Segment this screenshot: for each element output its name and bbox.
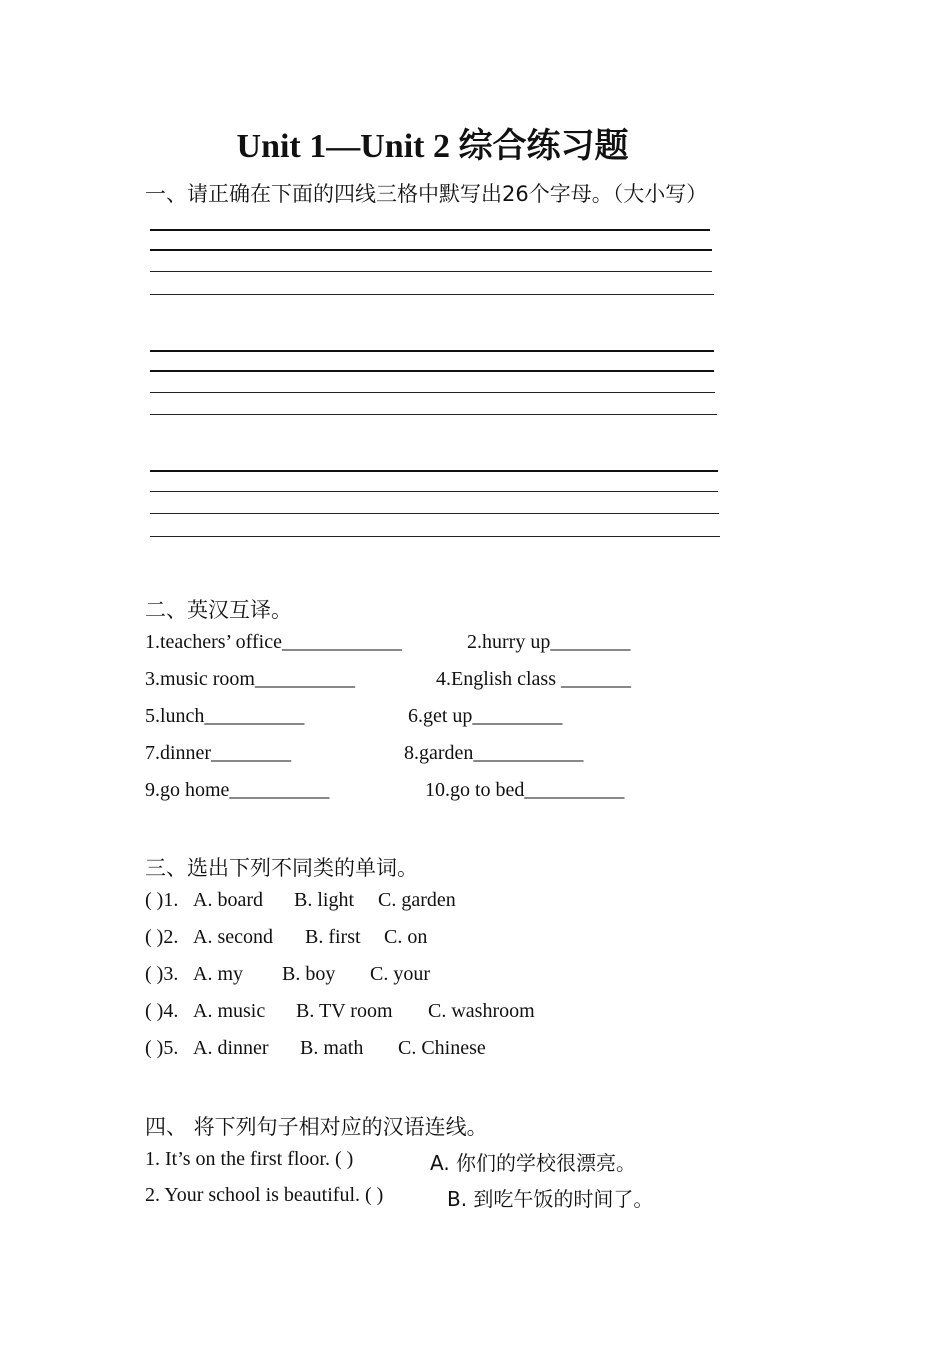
section3-heading: 三、选出下列不同类的单词。 (145, 856, 418, 880)
option-a: A. music (193, 1000, 266, 1022)
grid-line (150, 414, 717, 415)
translation-item-9[interactable]: 9.go home__________ (145, 779, 330, 801)
option-c: C. on (384, 926, 428, 948)
matching-english[interactable]: 1. It’s on the first floor. ( ) (145, 1148, 354, 1170)
section4-heading: 四、 将下列句子相对应的汉语连线。 (145, 1115, 488, 1139)
grid-line (150, 470, 718, 472)
option-a: A. board (193, 889, 263, 911)
section2-heading: 二、英汉互译。 (145, 598, 292, 622)
option-b: B. boy (282, 963, 336, 985)
page-title: Unit 1—Unit 2 综合练习题 (236, 128, 629, 165)
option-b: B. TV room (296, 1000, 393, 1022)
option-a: A. my (193, 963, 243, 985)
grid-line (150, 392, 715, 393)
translation-item-4[interactable]: 4.English class _______ (436, 668, 631, 690)
translation-item-2[interactable]: 2.hurry up________ (467, 631, 631, 653)
grid-line (150, 229, 710, 231)
translation-item-3[interactable]: 3.music room__________ (145, 668, 355, 690)
option-a: A. second (193, 926, 273, 948)
grid-line (150, 249, 712, 251)
grid-line (150, 513, 719, 514)
grid-line (150, 536, 720, 537)
option-b: B. math (300, 1037, 364, 1059)
translation-item-1[interactable]: 1.teachers’ office____________ (145, 631, 402, 653)
option-b: B. first (305, 926, 361, 948)
option-a: A. dinner (193, 1037, 269, 1059)
grid-line (150, 350, 714, 352)
translation-item-10[interactable]: 10.go to bed__________ (425, 779, 625, 801)
question-number[interactable]: ( )2. (145, 926, 179, 948)
translation-item-7[interactable]: 7.dinner________ (145, 742, 292, 764)
translation-item-8[interactable]: 8.garden___________ (404, 742, 584, 764)
question-number[interactable]: ( )1. (145, 889, 179, 911)
option-b: B. light (294, 889, 355, 911)
question-number[interactable]: ( )4. (145, 1000, 179, 1022)
option-c: C. washroom (428, 1000, 535, 1022)
section1-heading: 一、请正确在下面的四线三格中默写出26个字母。（大小写） (145, 182, 708, 206)
grid-line (150, 294, 714, 295)
grid-line (150, 491, 718, 492)
grid-line (150, 370, 714, 372)
matching-chinese[interactable]: B. 到吃午饭的时间了。 (447, 1187, 654, 1211)
matching-chinese[interactable]: A. 你们的学校很漂亮。 (430, 1151, 637, 1175)
question-number[interactable]: ( )3. (145, 963, 179, 985)
translation-item-5[interactable]: 5.lunch__________ (145, 705, 305, 727)
option-c: C. your (370, 963, 430, 985)
option-c: C. Chinese (398, 1037, 486, 1059)
grid-line (150, 271, 712, 272)
option-c: C. garden (378, 889, 456, 911)
matching-english[interactable]: 2. Your school is beautiful. ( ) (145, 1184, 384, 1206)
question-number[interactable]: ( )5. (145, 1037, 179, 1059)
translation-item-6[interactable]: 6.get up_________ (408, 705, 563, 727)
